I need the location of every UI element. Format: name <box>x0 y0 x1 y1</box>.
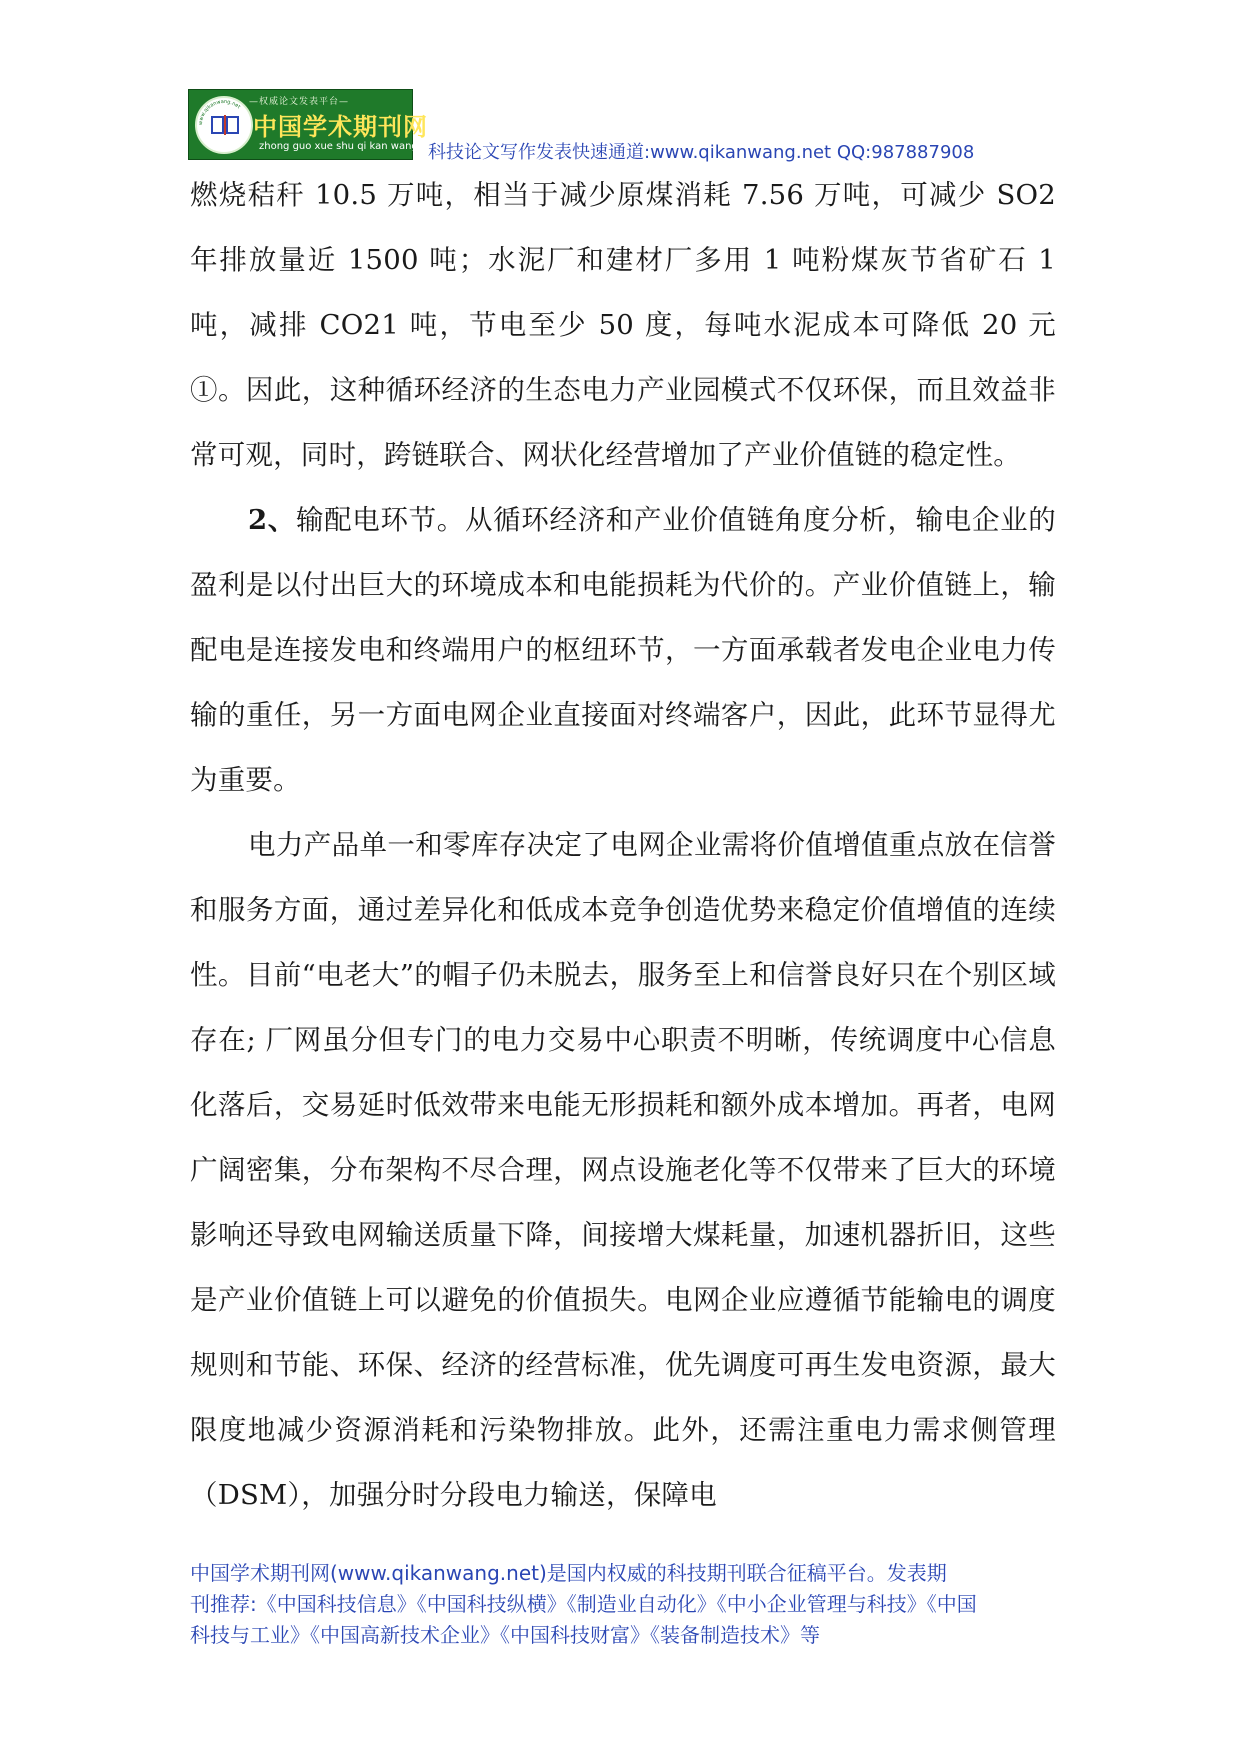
logo-pinyin: zhong guo xue shu qi kan wang <box>259 141 418 152</box>
logo-ring-text <box>195 96 253 154</box>
logo-ring-label: www.qikanwang.net <box>197 98 242 126</box>
footer-line-3: 科技与工业》《中国高新技术企业》《中国科技财富》《装备制造技术》等 <box>190 1623 820 1647</box>
paragraph-2-text: 输配电环节。从循环经济和产业价值链角度分析，输电企业的盈利是以付出巨大的环境成本和电能损耗为代价的。产业价值链上，输配电是连接发电和终端用户的枢纽环节，一方面承载者发电企业电力传输的重任，另一方面电网企业直接面对终端客户，因此，此环节显得尤为重要。 <box>190 504 1056 796</box>
site-logo <box>188 89 428 160</box>
footer-line-2: 刊推荐:《中国科技信息》《中国科技纵横》《制造业自动化》《中小企业管理与科技》《中国 <box>190 1592 977 1616</box>
paragraph-3: 电力产品单一和零库存决定了电网企业需将价值增值重点放在信誉和服务方面，通过差异化和低成本竞争创造优势来稳定价值增值的连续性。目前“电老大”的帽子仍未脱去，服务至上和信誉良好只在个别区域存在; 厂网虽分但专门的电力交易中心职责不明晰，传统调度中心信息化落后，交易延时低效带来电能无形损耗和额外成本增加。再者，电网广阔密集，分布架构不尽合理，网点设施老化等不仅带来了巨大的环境影响还导致电网输送质量下降，间接增大煤耗量，加速机器折旧，这些是产业价值链上可以避免的价值损失。电网企业应遵循节能输电的调度规则和节能、环保、经济的经营标准，优先调度可再生发电资源，最大限度地减少资源消耗和污染物排放。此外，还需注重电力需求侧管理（DSM），加强分时分段电力输送，保障电 <box>190 829 1056 1511</box>
paragraph-2 <box>190 488 1056 813</box>
footer-ad <box>190 1558 1056 1651</box>
logo-emblem <box>195 96 253 154</box>
paragraph-1: 燃烧秸秆 10.5 万吨，相当于减少原煤消耗 7.56 万吨，可减少 SO2 年排放量近 1500 吨；水泥厂和建材厂多用 1 吨粉煤灰节省矿石 1 吨，减排 CO21 吨，节电至少 50 度，每吨水泥成本可降低 20 元①。因此，这种循环经济的生态电力产业园模式不仅环保，而且效益非常可观，同时，跨链联合、网状化经营增加了产业价值链的稳定性。 <box>190 179 1056 471</box>
section-number: 2、 <box>248 504 296 536</box>
logo-tagline: —权威论文发表平台— <box>249 97 350 107</box>
header-slogan[interactable]: 科技论文写作发表快速通道:www.qikanwang.net QQ:987887908 <box>428 142 975 163</box>
footer-line-1[interactable]: 中国学术期刊网(www.qikanwang.net)是国内权威的科技期刊联合征稿平台。发表期 <box>190 1561 947 1585</box>
logo-name: 中国学术期刊网 <box>253 113 428 141</box>
article-body <box>190 163 1056 1528</box>
svg-text:www.qikanwang.net <box>198 99 241 125</box>
